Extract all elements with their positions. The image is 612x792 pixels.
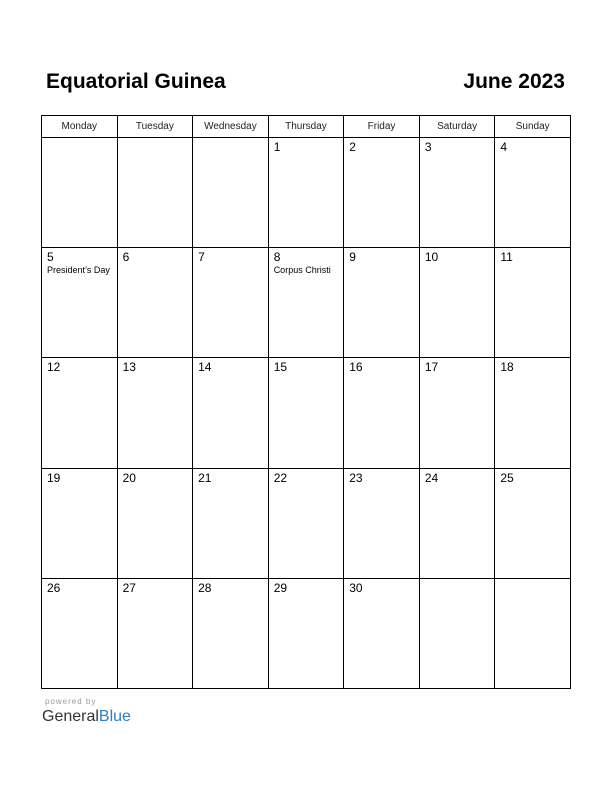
day-cell — [268, 248, 344, 358]
day-number: 15 — [273, 360, 288, 375]
day-number: 23 — [349, 470, 363, 485]
holiday-label — [495, 264, 570, 265]
day-cell — [268, 578, 344, 688]
calendar-header — [46, 70, 566, 100]
holiday-label — [344, 154, 419, 155]
day-cell — [344, 358, 420, 468]
holiday-label — [42, 595, 117, 596]
powered-by-label: powered by — [45, 697, 97, 706]
day-number: 6 — [122, 250, 130, 265]
day-number: 28 — [198, 580, 212, 595]
day-number: 14 — [198, 360, 212, 375]
day-number: 26 — [47, 580, 61, 595]
holiday-label — [269, 374, 344, 375]
holiday-label — [118, 141, 193, 142]
day-cell — [419, 138, 495, 248]
holiday-label: President’s Day — [47, 265, 110, 276]
day-number: 29 — [273, 580, 288, 595]
holiday-label — [193, 595, 268, 596]
holiday-label — [118, 485, 193, 486]
day-cell — [117, 468, 193, 578]
holiday-label — [344, 595, 419, 596]
day-number: 10 — [424, 250, 439, 265]
day-number: 5 — [47, 250, 54, 265]
holiday-label — [193, 141, 268, 142]
day-cell — [117, 578, 193, 688]
holiday-label — [495, 582, 570, 583]
month-title: June 2023 — [463, 70, 565, 93]
week-row — [42, 358, 571, 468]
day-number: 12 — [47, 360, 61, 375]
day-cell — [42, 578, 118, 688]
weekday-header-row — [42, 116, 571, 138]
day-number: 11 — [500, 250, 513, 265]
weekday-header: Thursday — [268, 116, 344, 138]
week-row — [42, 468, 571, 578]
day-cell — [193, 578, 269, 688]
brand-blue-text: Blue — [98, 708, 131, 725]
country-title: Equatorial Guinea — [46, 70, 226, 93]
day-number: 1 — [273, 140, 281, 154]
holiday-label — [420, 154, 495, 155]
day-cell — [344, 578, 420, 688]
day-number: 22 — [273, 470, 288, 485]
day-cell — [344, 138, 420, 248]
day-number: 3 — [424, 140, 432, 154]
day-number: 4 — [500, 140, 508, 154]
week-row — [42, 248, 571, 358]
holiday-label — [42, 485, 117, 486]
day-cell — [117, 248, 193, 358]
day-cell — [419, 468, 495, 578]
holiday-label — [193, 264, 268, 265]
day-cell — [344, 468, 420, 578]
holiday-label — [269, 595, 344, 596]
day-cell — [495, 138, 571, 248]
week-row — [42, 578, 571, 688]
holiday-label — [495, 154, 570, 155]
day-cell — [117, 358, 193, 468]
day-number: 9 — [349, 250, 356, 265]
day-cell — [344, 248, 420, 358]
day-cell — [419, 358, 495, 468]
day-cell — [193, 138, 269, 248]
holiday-label — [269, 485, 344, 486]
day-cell — [268, 358, 344, 468]
calendar-grid — [41, 115, 571, 689]
day-cell — [42, 138, 118, 248]
holiday-label — [193, 485, 268, 486]
day-number: 20 — [122, 470, 136, 485]
day-cell — [42, 248, 118, 358]
day-number: 30 — [349, 580, 363, 595]
weekday-header: Tuesday — [117, 116, 193, 138]
generalblue-footer[interactable] — [41, 697, 161, 731]
weekday-header: Wednesday — [193, 116, 269, 138]
holiday-label — [420, 374, 495, 375]
day-cell — [193, 468, 269, 578]
day-cell — [495, 248, 571, 358]
holiday-label: Corpus Christi — [273, 265, 331, 276]
day-cell — [268, 138, 344, 248]
holiday-label — [420, 582, 495, 583]
holiday-label — [344, 485, 419, 486]
holiday-label — [420, 485, 495, 486]
day-cell — [495, 468, 571, 578]
day-number: 13 — [122, 360, 136, 375]
day-number: 2 — [349, 140, 356, 154]
holiday-label — [42, 374, 117, 375]
brand-general-text: General — [42, 708, 99, 725]
day-number: 24 — [424, 470, 439, 485]
holiday-label — [420, 264, 495, 265]
day-cell — [419, 578, 495, 688]
holiday-label — [42, 141, 117, 142]
day-number: 25 — [500, 470, 514, 485]
generalblue-logo[interactable] — [42, 708, 131, 726]
day-number: 7 — [198, 250, 205, 265]
holiday-label — [118, 264, 193, 265]
holiday-label — [344, 264, 419, 265]
holiday-label — [118, 374, 193, 375]
day-number: 17 — [424, 360, 439, 375]
day-cell — [419, 248, 495, 358]
day-cell — [193, 358, 269, 468]
day-number: 18 — [500, 360, 514, 375]
day-cell — [193, 248, 269, 358]
day-number: 16 — [349, 360, 363, 375]
day-cell — [495, 358, 571, 468]
day-cell — [42, 358, 118, 468]
holiday-label — [344, 374, 419, 375]
holiday-label — [193, 374, 268, 375]
day-number: 21 — [198, 470, 212, 485]
holiday-label — [118, 595, 193, 596]
week-row — [42, 138, 571, 248]
weekday-header: Monday — [42, 116, 118, 138]
holiday-label — [269, 154, 344, 155]
day-cell — [117, 138, 193, 248]
day-cell — [495, 578, 571, 688]
weekday-header: Friday — [344, 116, 420, 138]
weekday-header: Sunday — [495, 116, 571, 138]
day-cell — [42, 468, 118, 578]
day-number: 27 — [122, 580, 136, 595]
weekday-header: Saturday — [419, 116, 495, 138]
day-number: 19 — [47, 470, 61, 485]
day-cell — [268, 468, 344, 578]
day-number: 8 — [273, 250, 281, 265]
holiday-label — [495, 485, 570, 486]
holiday-label — [495, 374, 570, 375]
